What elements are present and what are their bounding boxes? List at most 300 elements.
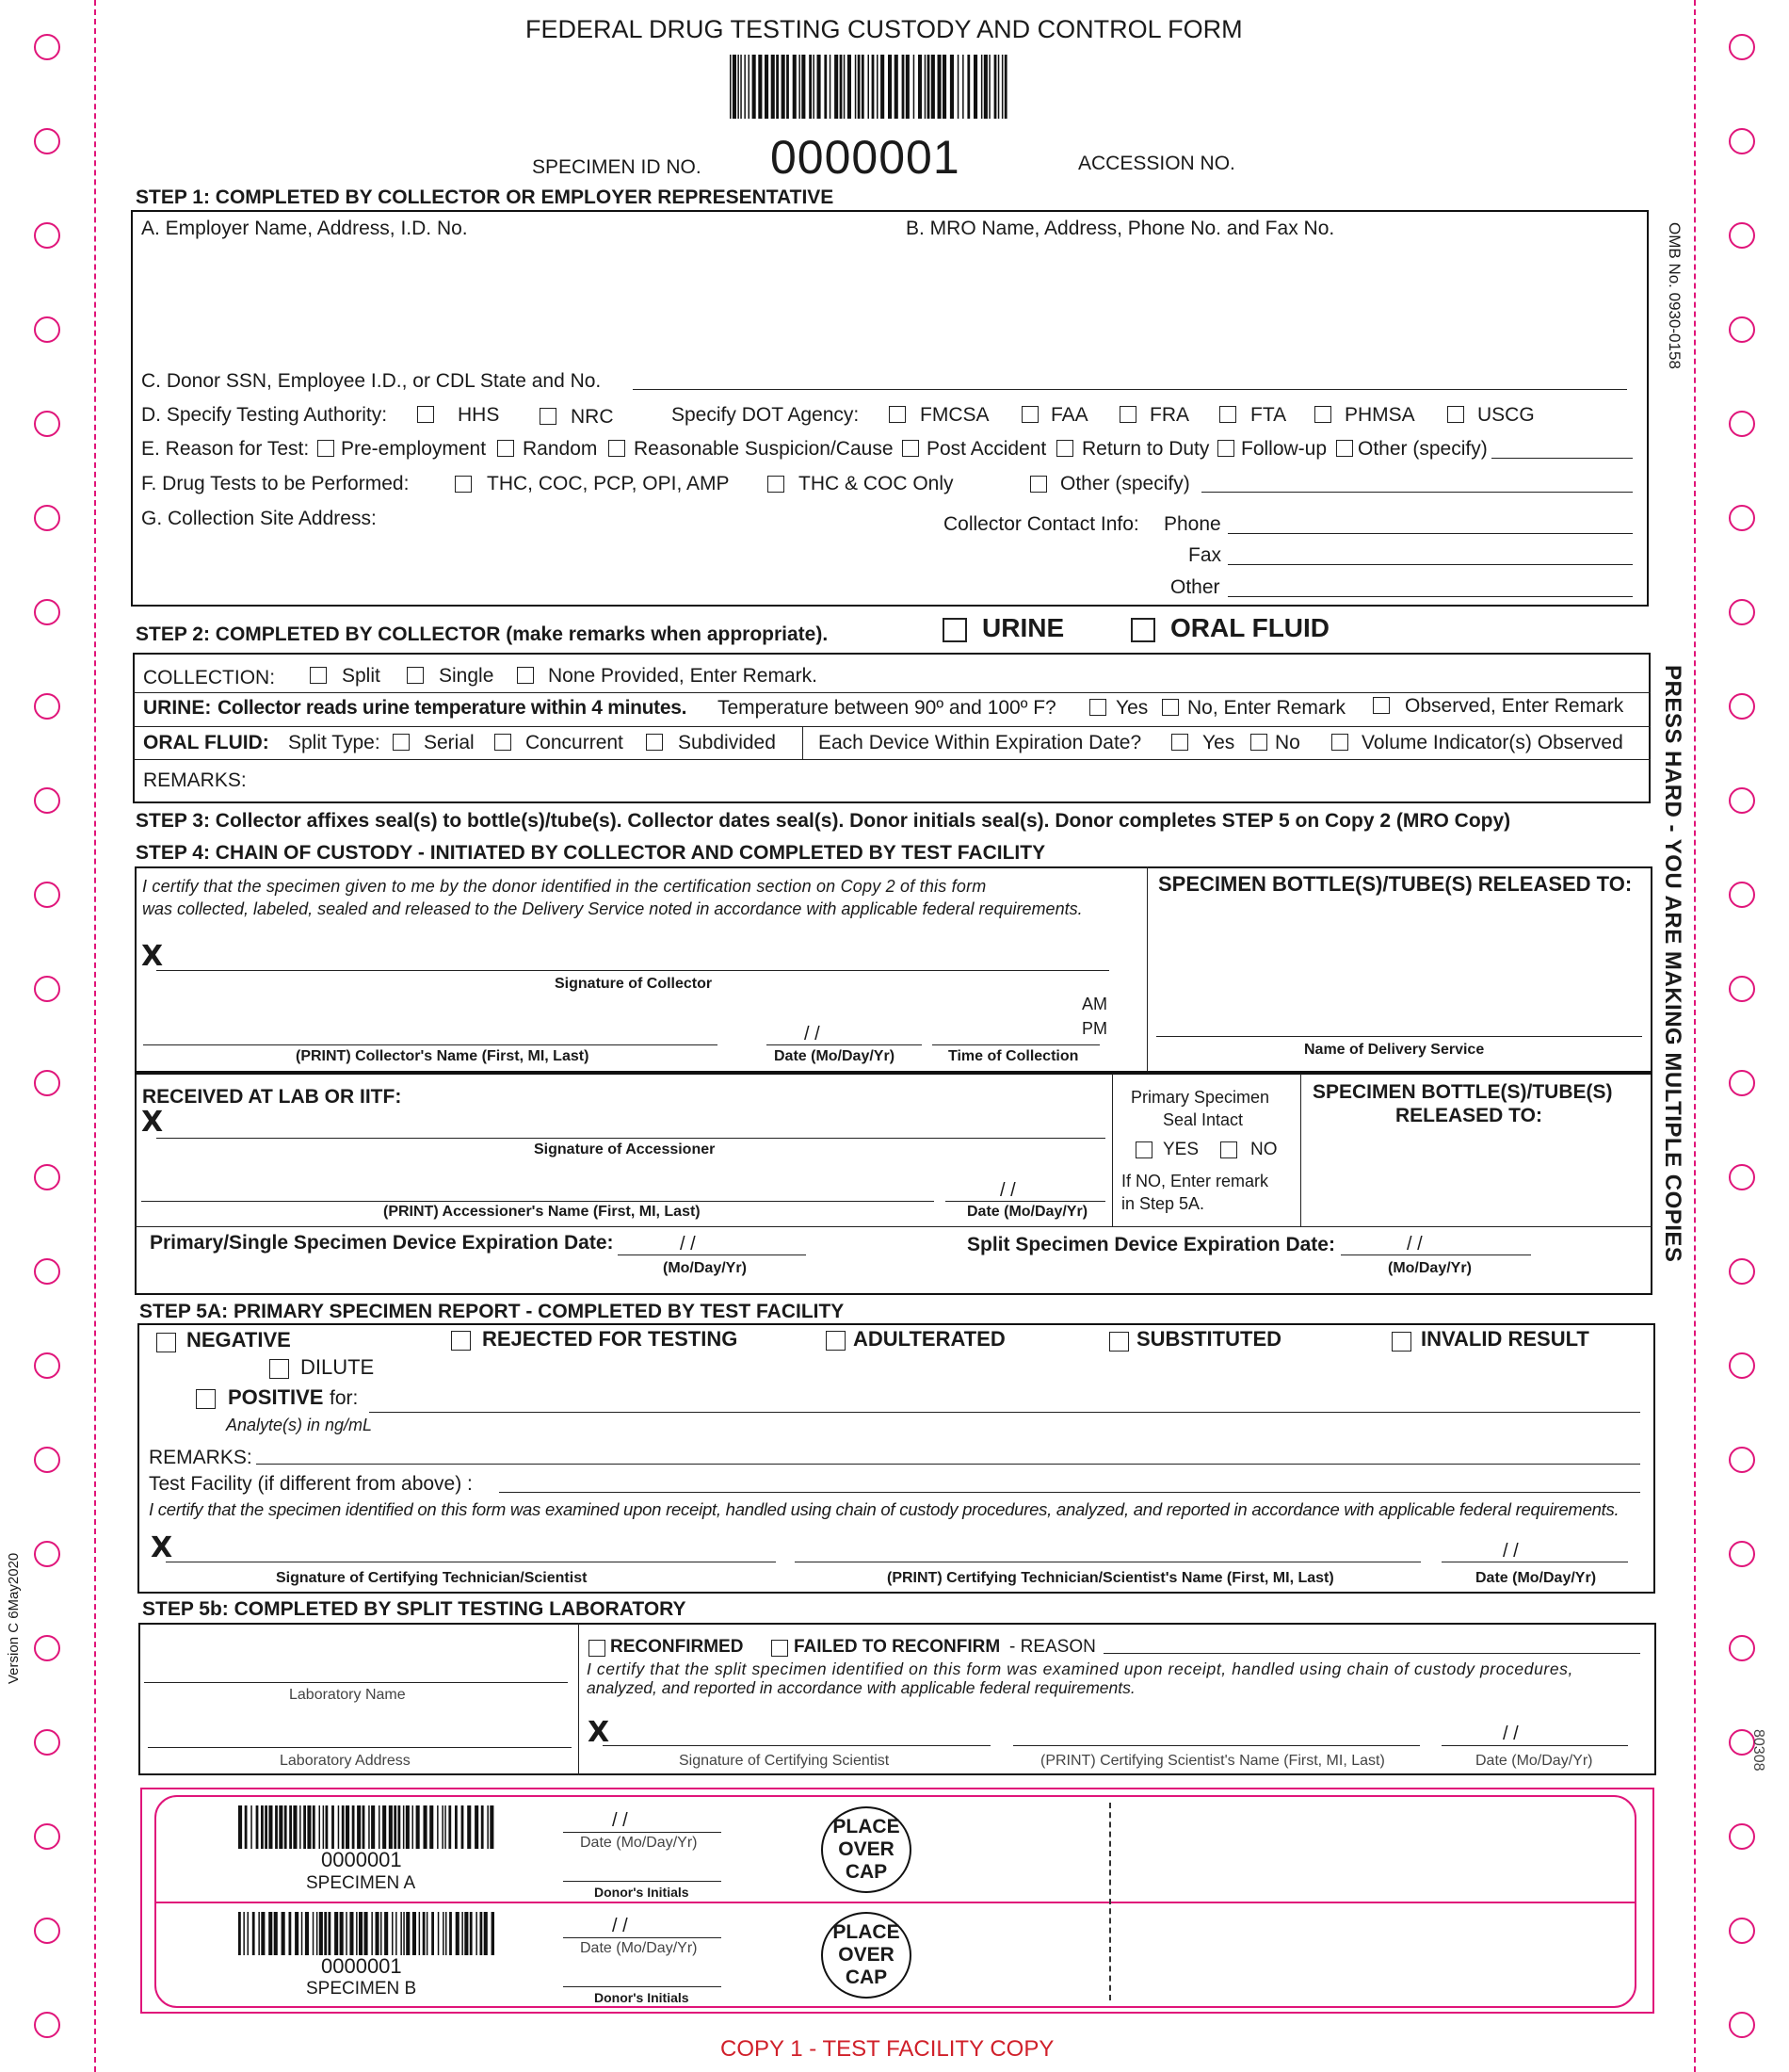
barcode-bar (467, 1805, 471, 1849)
step4-divider (1147, 866, 1148, 1072)
pre-employment-label: Pre-employment (341, 438, 487, 460)
scientist-signature-field[interactable] (603, 1745, 991, 1746)
tractor-hole (1729, 411, 1755, 437)
donor-id-label: C. Donor SSN, Employee I.D., or CDL State and No. (141, 370, 602, 392)
positive-for-label: for: (330, 1387, 359, 1409)
barcode-bar (423, 1912, 426, 1955)
other-tests-field[interactable] (1201, 492, 1633, 493)
phmsa-checkbox[interactable] (1314, 406, 1331, 423)
substituted-checkbox[interactable] (1109, 1332, 1129, 1352)
specimen-a-number: 0000001 (321, 1848, 402, 1871)
tractor-hole (1729, 1918, 1755, 1944)
barcode-bar (967, 55, 970, 119)
barcode-bar (943, 55, 946, 119)
collector-signature-caption: Signature of Collector (555, 976, 713, 992)
tractor-hole (1729, 693, 1755, 720)
reconfirmed-label: RECONFIRMED (610, 1637, 744, 1657)
barcode-bar (431, 1912, 434, 1955)
barcode-bar (461, 1912, 463, 1955)
tractor-hole (1729, 1635, 1755, 1661)
tractor-hole (1729, 787, 1755, 814)
tractor-hole (34, 222, 60, 249)
barcode-bar (243, 1912, 245, 1955)
uscg-checkbox[interactable] (1447, 406, 1464, 423)
press-hard-notice: PRESS HARD - YOU ARE MAKING MULTIPLE COPIES (1660, 665, 1685, 1263)
reasonable-suspicion-checkbox[interactable] (608, 440, 625, 457)
tractor-hole (34, 1352, 60, 1379)
barcode-bar (749, 55, 750, 119)
fmcsa-checkbox[interactable] (889, 406, 906, 423)
form-title: FEDERAL DRUG TESTING CUSTODY AND CONTROL FORM (525, 15, 1243, 43)
step5a-remarks-field[interactable] (256, 1464, 1640, 1465)
collection-date-caption: Date (Mo/Day/Yr) (774, 1048, 895, 1064)
barcode-bar (798, 55, 800, 119)
tractor-hole (34, 882, 60, 908)
observed-label: Observed, Enter Remark (1405, 695, 1624, 717)
tractor-hole (1729, 1258, 1755, 1285)
tractor-hole (1729, 316, 1755, 343)
collector-name-field[interactable] (143, 1044, 717, 1045)
dot-agency-label: Specify DOT Agency: (671, 404, 860, 426)
tractor-hole (34, 1258, 60, 1285)
random-label: Random (523, 438, 598, 460)
released-to-heading-2b: RELEASED TO: (1395, 1105, 1542, 1126)
collection-label: COLLECTION: (143, 667, 276, 688)
am-label: AM (1082, 995, 1107, 1013)
other-contact-field[interactable] (1228, 596, 1633, 597)
oral-fluid-row-label: ORAL FLUID: (143, 732, 269, 753)
accessioner-name-field[interactable] (141, 1201, 934, 1202)
barcode-bar (449, 1912, 452, 1955)
donor-id-field[interactable] (633, 389, 1627, 390)
barcode-bar (329, 1912, 331, 1955)
barcode-bar (456, 1912, 459, 1955)
barcode-bar (349, 1912, 353, 1955)
technician-name-caption: (PRINT) Certifying Technician/Scientist's Name (First, MI, Last) (887, 1570, 1334, 1586)
barcode-bar (406, 1805, 410, 1849)
barcode-bar (444, 1805, 446, 1849)
phone-label: Phone (1164, 513, 1221, 535)
barcode-bar (412, 1912, 416, 1955)
step1-heading: STEP 1: COMPLETED BY COLLECTOR OR EMPLOYER REPRESENTATIVE (136, 186, 834, 208)
barcode-bar (419, 1912, 421, 1955)
barcode-bar (279, 1805, 282, 1849)
barcode-bar (776, 55, 779, 119)
split-checkbox[interactable] (310, 667, 327, 684)
serial-checkbox[interactable] (393, 734, 410, 751)
fra-checkbox[interactable] (1120, 406, 1136, 423)
tractor-hole (1729, 1447, 1755, 1473)
barcode-bar (340, 1912, 344, 1955)
barcode-bar (730, 55, 732, 119)
accessioner-signature-x: X (141, 1106, 164, 1139)
barcode-bar (284, 1805, 287, 1849)
fax-field[interactable] (1228, 564, 1633, 565)
scientist-date-field[interactable] (1442, 1745, 1628, 1746)
thc-coc-pcp-label: THC, COC, PCP, OPI, AMP (487, 473, 730, 494)
step4-divider (1112, 1074, 1113, 1226)
barcode-bar (913, 55, 915, 119)
barcode-bar (962, 55, 964, 119)
invalid-checkbox[interactable] (1392, 1332, 1411, 1352)
follow-up-checkbox[interactable] (1217, 440, 1234, 457)
temp-no-checkbox[interactable] (1162, 699, 1179, 716)
barcode-bar (906, 55, 910, 119)
adulterated-checkbox[interactable] (826, 1331, 846, 1351)
tractor-hole (34, 976, 60, 1002)
barcode-bar (888, 55, 892, 119)
released-to-heading-2a: SPECIMEN BOTTLE(S)/TUBE(S) (1313, 1081, 1613, 1103)
barcode-bar (352, 1805, 355, 1849)
labels-separator (154, 1902, 1636, 1903)
barcode-bar (403, 1805, 405, 1849)
rejected-checkbox[interactable] (451, 1331, 471, 1351)
tractor-hole (1729, 128, 1755, 154)
post-accident-checkbox[interactable] (902, 440, 919, 457)
tractor-hole (34, 1447, 60, 1473)
step2-divider (133, 759, 1651, 760)
follow-up-label: Follow-up (1241, 438, 1328, 460)
barcode-bar (481, 1805, 484, 1849)
barcode-bar (274, 1912, 278, 1955)
barcode-bar (858, 55, 861, 119)
barcode-bar (346, 1912, 347, 1955)
tractor-hole (34, 2012, 60, 2038)
thc-coc-pcp-checkbox[interactable] (455, 476, 472, 493)
positive-label: POSITIVE (228, 1385, 324, 1409)
random-checkbox[interactable] (497, 440, 514, 457)
barcode-bar (958, 55, 959, 119)
split-label: Split (342, 665, 380, 687)
accession-date-caption: Date (Mo/Day/Yr) (967, 1204, 1088, 1220)
barcode-bar (464, 1912, 468, 1955)
delivery-service-caption: Name of Delivery Service (1304, 1042, 1485, 1058)
tractor-hole (34, 128, 60, 154)
barcode-bar (331, 1805, 334, 1849)
barcode-bar (758, 55, 762, 119)
substituted-label: SUBSTITUTED (1136, 1327, 1281, 1351)
phone-field[interactable] (1228, 533, 1633, 534)
tractor-hole (1729, 599, 1755, 625)
barcode-bar (801, 55, 805, 119)
seal-yes-label: YES (1163, 1140, 1200, 1159)
technician-signature-x: X (151, 1531, 173, 1564)
barcode-bar (268, 1805, 272, 1849)
barcode-bar (868, 55, 870, 119)
return-to-duty-label: Return to Duty (1082, 438, 1210, 460)
collection-date-slashes: / / (804, 1024, 820, 1044)
barcode-bar (989, 55, 991, 119)
specimen-a-barcode (238, 1805, 494, 1849)
single-label: Single (439, 665, 494, 687)
temp-yes-checkbox[interactable] (1089, 699, 1106, 716)
collection-site-label: G. Collection Site Address: (141, 508, 377, 529)
serial-label: Serial (424, 732, 475, 753)
expiration-question: Each Device Within Expiration Date? (818, 732, 1142, 753)
tractor-hole (34, 1070, 60, 1096)
urine-row-label: URINE: (143, 697, 212, 719)
barcode-bar (265, 1805, 267, 1849)
step2-heading: STEP 2: COMPLETED BY COLLECTOR (make remarks when appropriate). (136, 623, 829, 645)
tractor-hole (1729, 1541, 1755, 1567)
barcode-bar (261, 1805, 264, 1849)
barcode-bar (313, 1805, 315, 1849)
scientist-signature-x: X (588, 1716, 610, 1749)
step5b-certification-2: analyzed, and reported in accordance with applicable federal requirements. (587, 1678, 1136, 1697)
exp-no-label: No (1275, 732, 1300, 753)
laboratory-address-field[interactable] (148, 1747, 572, 1748)
barcode-bar (844, 55, 846, 119)
reconfirmed-checkbox[interactable] (588, 1640, 605, 1657)
barcode-bar (998, 55, 1000, 119)
barcode-bar (974, 55, 977, 119)
barcode-bar (809, 55, 812, 119)
subdivided-label: Subdivided (678, 732, 776, 753)
barcode-bar (403, 1912, 405, 1955)
barcode-bar (323, 1805, 325, 1849)
barcode-bar (429, 1805, 433, 1849)
rejected-label: REJECTED FOR TESTING (482, 1327, 738, 1351)
oral-fluid-label: ORAL FLUID (1170, 613, 1330, 642)
concurrent-label: Concurrent (525, 732, 623, 753)
barcode-bar (813, 55, 814, 119)
testing-authority-label: D. Specify Testing Authority: (141, 404, 388, 426)
temp-no-label: No, Enter Remark (1187, 697, 1346, 719)
step3-heading: STEP 3: Collector affixes seal(s) to bottle(s)/tube(s). Collector dates seal(s). Donor initials seal(s). Donor completes STEP 5 on Copy 2 (MRO Copy) (136, 810, 1511, 832)
temp-yes-label: Yes (1116, 697, 1149, 719)
urine-label: URINE (982, 613, 1065, 642)
tractor-hole (34, 787, 60, 814)
fta-checkbox[interactable] (1219, 406, 1236, 423)
barcode-bar (412, 1805, 414, 1849)
scientist-date-caption: Date (Mo/Day/Yr) (1475, 1753, 1593, 1769)
split-expiration-caption: (Mo/Day/Yr) (1388, 1260, 1472, 1276)
barcode-bar (395, 1912, 397, 1955)
barcode-bar (258, 1912, 260, 1955)
seal-no-checkbox[interactable] (1220, 1141, 1237, 1158)
barcode-bar (363, 1805, 365, 1849)
barcode-bar (744, 55, 746, 119)
barcode-bar (927, 55, 930, 119)
primary-seal-label-1: Primary Specimen (1131, 1088, 1270, 1107)
barcode-bar (840, 55, 843, 119)
barcode-bar (301, 1912, 303, 1955)
specimen-barcode (730, 55, 1012, 119)
faa-checkbox[interactable] (1022, 406, 1039, 423)
urine-checkbox[interactable] (943, 618, 967, 642)
barcode-bar (445, 1912, 447, 1955)
barcode-bar (250, 1805, 252, 1849)
barcode-bar (918, 55, 922, 119)
step5a-remarks-label: REMARKS: (149, 1447, 252, 1468)
reason-label: E. Reason for Test: (141, 438, 310, 460)
barcode-bar (324, 1912, 327, 1955)
failed-reconfirm-checkbox[interactable] (771, 1640, 788, 1657)
barcode-bar (245, 1805, 248, 1849)
accessioner-signature-field[interactable] (156, 1138, 1105, 1139)
specimen-b-initials-field[interactable] (563, 1986, 721, 1987)
tractor-hole (1729, 882, 1755, 908)
barcode-bar (1005, 55, 1007, 119)
split-expiration-label: Split Specimen Device Expiration Date: (967, 1234, 1335, 1255)
failed-reason-field[interactable] (1104, 1653, 1640, 1654)
exp-no-checkbox[interactable] (1250, 734, 1267, 751)
laboratory-name-field[interactable] (144, 1682, 568, 1683)
pm-label: PM (1082, 1019, 1107, 1038)
tractor-hole (34, 1541, 60, 1567)
tractor-hole (34, 599, 60, 625)
technician-date-slashes: / / (1503, 1541, 1519, 1562)
negative-checkbox[interactable] (156, 1333, 176, 1352)
barcode-bar (394, 1805, 396, 1849)
barcode-bar (765, 55, 768, 119)
single-checkbox[interactable] (407, 667, 424, 684)
employer-label: A. Employer Name, Address, I.D. No. (141, 218, 468, 239)
specimen-a-date-caption: Date (Mo/Day/Yr) (580, 1835, 698, 1851)
specimen-a-initials-field[interactable] (563, 1881, 721, 1882)
technician-date-caption: Date (Mo/Day/Yr) (1475, 1570, 1597, 1586)
collector-name-caption: (PRINT) Collector's Name (First, MI, Last) (296, 1048, 589, 1064)
collection-time-caption: Time of Collection (948, 1048, 1079, 1064)
barcode-bar (416, 1805, 420, 1849)
barcode-bar (455, 1805, 458, 1849)
barcode-bar (357, 1805, 361, 1849)
tractor-hole (34, 1729, 60, 1756)
barcode-bar (299, 1805, 301, 1849)
specimen-b-place-over-cap: PLACE OVER CAP (821, 1912, 911, 1999)
collection-time-field[interactable] (932, 1044, 1100, 1045)
hhs-label: HHS (458, 404, 500, 426)
accession-date-field[interactable] (945, 1201, 1105, 1202)
phmsa-label: PHMSA (1345, 404, 1415, 426)
exp-yes-checkbox[interactable] (1171, 734, 1188, 751)
collector-contact-label: Collector Contact Info: (943, 513, 1139, 535)
barcode-bar (442, 1805, 443, 1849)
scientist-name-field[interactable] (1013, 1745, 1420, 1746)
collection-date-field[interactable] (766, 1044, 922, 1045)
barcode-bar (981, 55, 983, 119)
barcode-bar (438, 1912, 440, 1955)
volume-checkbox[interactable] (1331, 734, 1348, 751)
barcode-bar (427, 1912, 428, 1955)
tractor-hole (1729, 976, 1755, 1002)
specimen-b-date-field[interactable] (563, 1937, 721, 1938)
positive-analytes-field[interactable] (369, 1412, 1640, 1413)
test-facility-field[interactable] (499, 1492, 1640, 1493)
other-reason-checkbox[interactable] (1336, 440, 1353, 457)
barcode-bar (771, 55, 775, 119)
barcode-bar (319, 1805, 321, 1849)
barcode-bar (880, 55, 884, 119)
tractor-hole (1729, 1823, 1755, 1850)
none-provided-checkbox[interactable] (517, 667, 534, 684)
barcode-bar (261, 1912, 265, 1955)
barcode-bar (346, 1805, 349, 1849)
other-tests-checkbox[interactable] (1030, 476, 1047, 493)
primary-expiration-label: Primary/Single Specimen Device Expiration Date: (150, 1232, 614, 1254)
barcode-bar (371, 1912, 373, 1955)
barcode-bar (931, 55, 935, 119)
barcode-bar (371, 1805, 375, 1849)
oral-fluid-checkbox[interactable] (1131, 618, 1155, 642)
barcode-bar (256, 1805, 259, 1849)
collector-signature-field[interactable] (156, 970, 1109, 971)
barcode-bar (313, 1912, 314, 1955)
specimen-a-name: SPECIMEN A (306, 1873, 416, 1893)
tractor-hole (34, 411, 60, 437)
observed-checkbox[interactable] (1373, 697, 1390, 714)
barcode-bar (877, 55, 878, 119)
barcode-bar (470, 1912, 473, 1955)
specimen-b-date-slashes: / / (612, 1916, 628, 1936)
barcode-bar (307, 1805, 311, 1849)
positive-checkbox[interactable] (196, 1389, 216, 1409)
barcode-bar (902, 55, 905, 119)
delivery-service-field[interactable] (1156, 1036, 1642, 1037)
tractor-hole (34, 1635, 60, 1661)
barcode-bar (295, 1912, 298, 1955)
fra-label: FRA (1150, 404, 1189, 426)
barcode-bar (359, 1912, 363, 1955)
released-to-heading: SPECIMEN BOTTLE(S)/TUBE(S) RELEASED TO: (1158, 872, 1633, 896)
barcode-bar (475, 1912, 477, 1955)
nrc-checkbox[interactable] (540, 408, 556, 425)
concurrent-checkbox[interactable] (494, 734, 511, 751)
barcode-bar (824, 55, 827, 119)
barcode-bar (248, 1912, 250, 1955)
barcode-bar (830, 55, 831, 119)
adulterated-label: ADULTERATED (853, 1327, 1006, 1351)
primary-expiration-slashes: / / (680, 1234, 696, 1255)
reason-label: - REASON (1009, 1637, 1096, 1657)
barcode-bar (490, 1805, 493, 1849)
subdivided-checkbox[interactable] (646, 734, 663, 751)
thc-coc-only-checkbox[interactable] (767, 476, 784, 493)
other-reason-field[interactable] (1491, 458, 1633, 459)
specimen-b-number: 0000001 (321, 1954, 402, 1978)
omb-number: OMB No. 0930-0158 (1666, 222, 1684, 369)
barcode-bar (872, 55, 875, 119)
barcode-bar (238, 1912, 241, 1955)
uscg-label: USCG (1477, 404, 1535, 426)
barcode-bar (855, 55, 857, 119)
form-code: 80308 (1750, 1729, 1766, 1772)
specimen-a-date-field[interactable] (563, 1832, 721, 1833)
test-facility-label: Test Facility (if different from above) : (149, 1473, 473, 1495)
barcode-bar (782, 55, 785, 119)
barcode-bar (461, 1805, 464, 1849)
accession-label: ACCESSION NO. (1078, 153, 1235, 174)
primary-seal-label-2: Seal Intact (1163, 1110, 1244, 1129)
return-to-duty-checkbox[interactable] (1056, 440, 1073, 457)
volume-label: Volume Indicator(s) Observed (1362, 732, 1623, 753)
pre-employment-checkbox[interactable] (317, 440, 334, 457)
barcode-bar (740, 55, 742, 119)
step2-remarks-label: REMARKS: (143, 769, 247, 791)
specimen-id-label: SPECIMEN ID NO. (532, 156, 701, 178)
primary-expiration-caption: (Mo/Day/Yr) (663, 1260, 747, 1276)
specimen-id-number: 0000001 (770, 131, 960, 184)
barcode-bar (282, 1912, 285, 1955)
other-reason-label: Other (specify) (1358, 438, 1488, 460)
dilute-checkbox[interactable] (269, 1359, 289, 1379)
seal-yes-checkbox[interactable] (1136, 1141, 1152, 1158)
tractor-hole (1729, 505, 1755, 531)
hhs-checkbox[interactable] (417, 406, 434, 423)
barcode-bar (984, 55, 988, 119)
temperature-question: Temperature between 90º and 100º F? (717, 697, 1056, 719)
accessioner-signature-caption: Signature of Accessioner (534, 1141, 716, 1157)
